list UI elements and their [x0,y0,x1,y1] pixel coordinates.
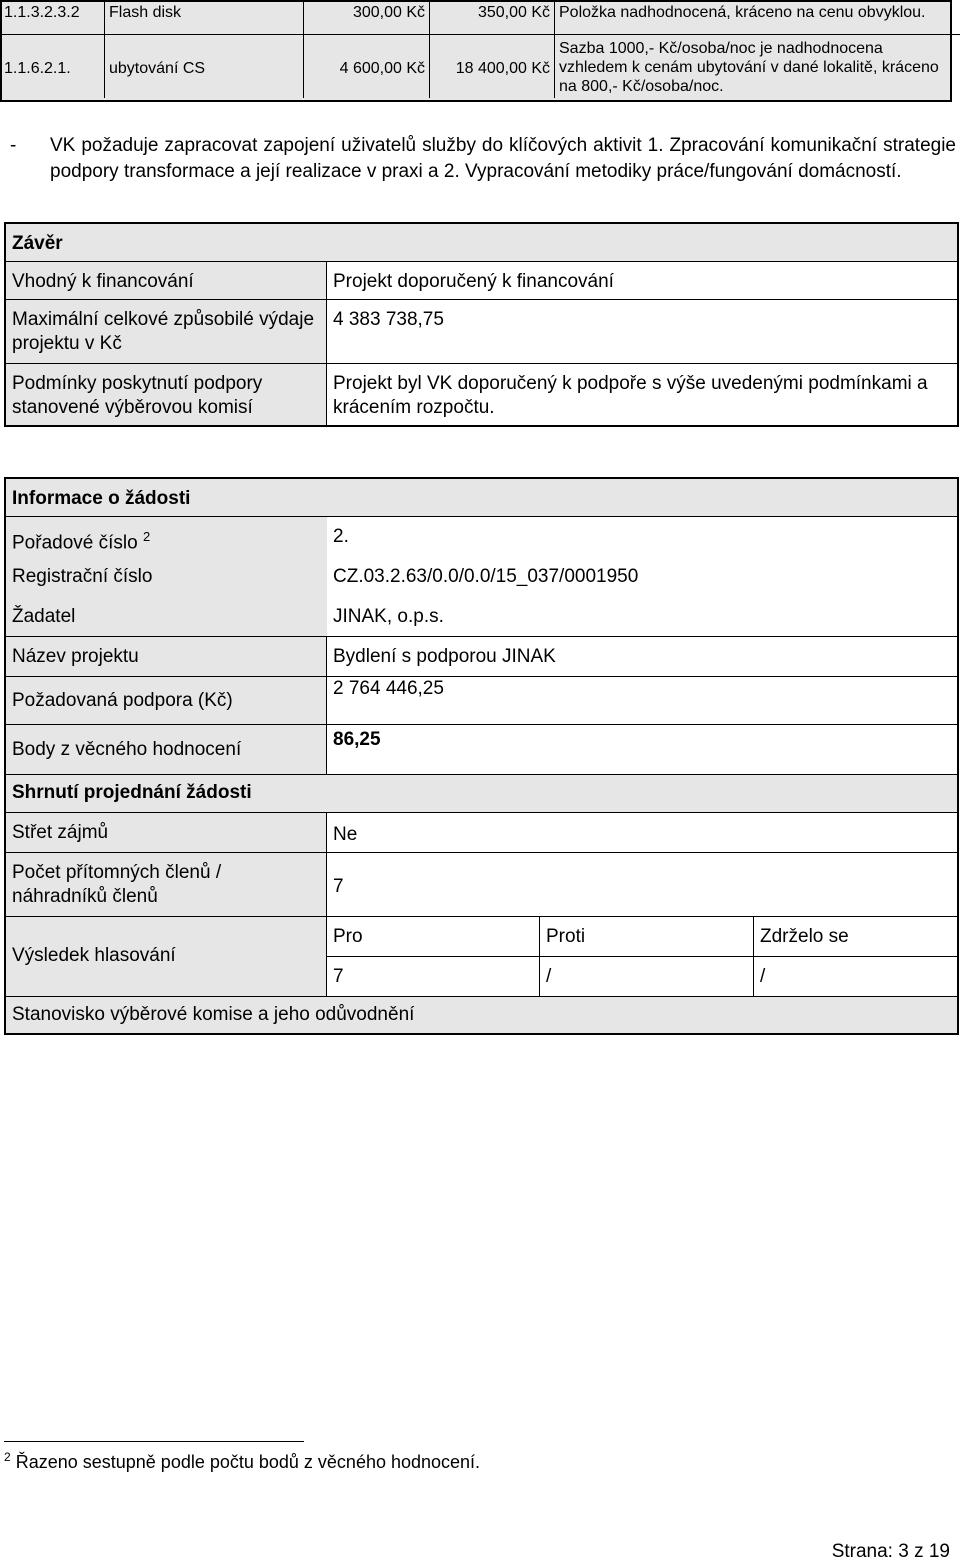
table-row [0,0,960,35]
application-info-table [4,477,959,1035]
budget-price-1: 300,00 Kč [304,0,430,34]
requested-support-label: Požadovaná podpora (Kč) [6,677,327,724]
table-row [0,34,960,98]
table-row [6,637,957,677]
table-row [6,853,957,917]
table-row [6,224,957,262]
registration-label: Registrační číslo [6,557,327,597]
budget-note: Sazba 1000,- Kč/osoba/noc je nadhodnocena vzhledem k cenám ubytování v dané lokalitě, kráceno na 800,- Kč/osoba/noc. [559,40,939,95]
footnote [4,1450,480,1473]
table-row [6,917,957,997]
vote-header-for: Pro [327,917,540,957]
conclusion-value: 4 383 738,75 [333,309,444,330]
budget-code: 1.1.6.2.1. [0,34,105,98]
score-label: Body z věcného hodnocení [6,725,327,774]
info-heading: Informace o žádosti [6,479,957,516]
footnote-marker: 2 [4,1450,11,1464]
members-value: 7 [333,876,344,897]
table-row [6,557,957,597]
registration-value: CZ.03.2.63/0.0/0.0/15_037/0001950 [333,566,639,587]
table-row [6,775,957,813]
budget-price-1: 4 600,00 Kč [304,34,430,98]
applicant-label: Žadatel [6,597,327,636]
conclusion-value: Projekt doporučený k financování [333,271,614,292]
table-row [6,479,957,517]
table-row [6,262,957,300]
conflict-label: Střet zájmů [6,813,327,852]
applicant-value: JINAK, o.p.s. [333,606,444,627]
vote-label: Výsledek hlasování [6,917,327,996]
budget-code: 1.1.3.2.3.2 [0,0,105,34]
footnote-rule [4,1441,304,1442]
budget-table [0,0,952,102]
table-row [6,997,957,1033]
footnote-text: Řazeno sestupně podle počtu bodů z věcného hodnocení. [15,1452,481,1472]
table-row [6,677,957,725]
vote-value-abstain: / [760,966,766,987]
project-name-label: Název projektu [6,637,327,676]
footnote-ref: 2 [142,529,151,544]
table-row [6,517,957,557]
vote-value-for: 7 [327,957,540,997]
conclusion-label: Vhodný k financování [6,262,327,299]
table-row [6,725,957,775]
conclusion-heading: Závěr [6,224,957,261]
requested-support-value: 2 764 446,25 [333,678,444,699]
table-row [6,300,957,364]
conclusion-table [4,222,959,427]
conclusion-label: Maximální celkové způsobilé výdaje projektu v Kč [6,300,327,363]
vote-value-against: / [540,957,754,997]
conflict-value: Ne [333,824,358,845]
members-label: Počet přítomných členů / náhradníků členů [6,853,327,916]
table-row [6,364,957,425]
budget-note: Položka nadhodnocená, kráceno na cenu obvyklou. [559,4,926,21]
page-number: Strana: 3 z 19 [831,1541,950,1562]
summary-heading: Shrnutí projednání žádosti [6,775,957,812]
conclusion-label: Podmínky poskytnutí podpory stanovené výběrovou komisí [6,364,327,425]
bullet-dash: - [10,135,17,156]
project-name-value: Bydlení s podporou JINAK [333,646,556,667]
requirement-text: VK požaduje zapracovat zapojení uživatelů služby do klíčových aktivit 1. Zpracování komunikační strategie podpory transformace a její realizace v praxi a 2. Vypracování metodiky práce/fungování domácností. [50,135,956,182]
table-row [6,813,957,853]
budget-price-2: 350,00 Kč [430,0,555,34]
budget-item: Flash disk [105,0,304,34]
vote-grid [327,917,957,996]
order-number-label-text: Pořadové číslo [12,532,138,554]
budget-price-2: 18 400,00 Kč [430,34,555,98]
table-row [6,597,957,637]
order-number-label [6,517,327,557]
vote-header-abstain: Zdrželo se [754,917,957,957]
conclusion-value: Projekt byl VK doporučený k podpoře s výše uvedenými podmínkami a krácením rozpočtu. [333,373,928,418]
statement-label: Stanovisko výběrové komise a jeho odůvodnění [6,997,957,1033]
budget-item: ubytování CS [105,34,304,98]
vote-header-against: Proti [540,917,754,957]
order-number-value: 2. [333,526,349,547]
score-value: 86,25 [333,729,381,750]
